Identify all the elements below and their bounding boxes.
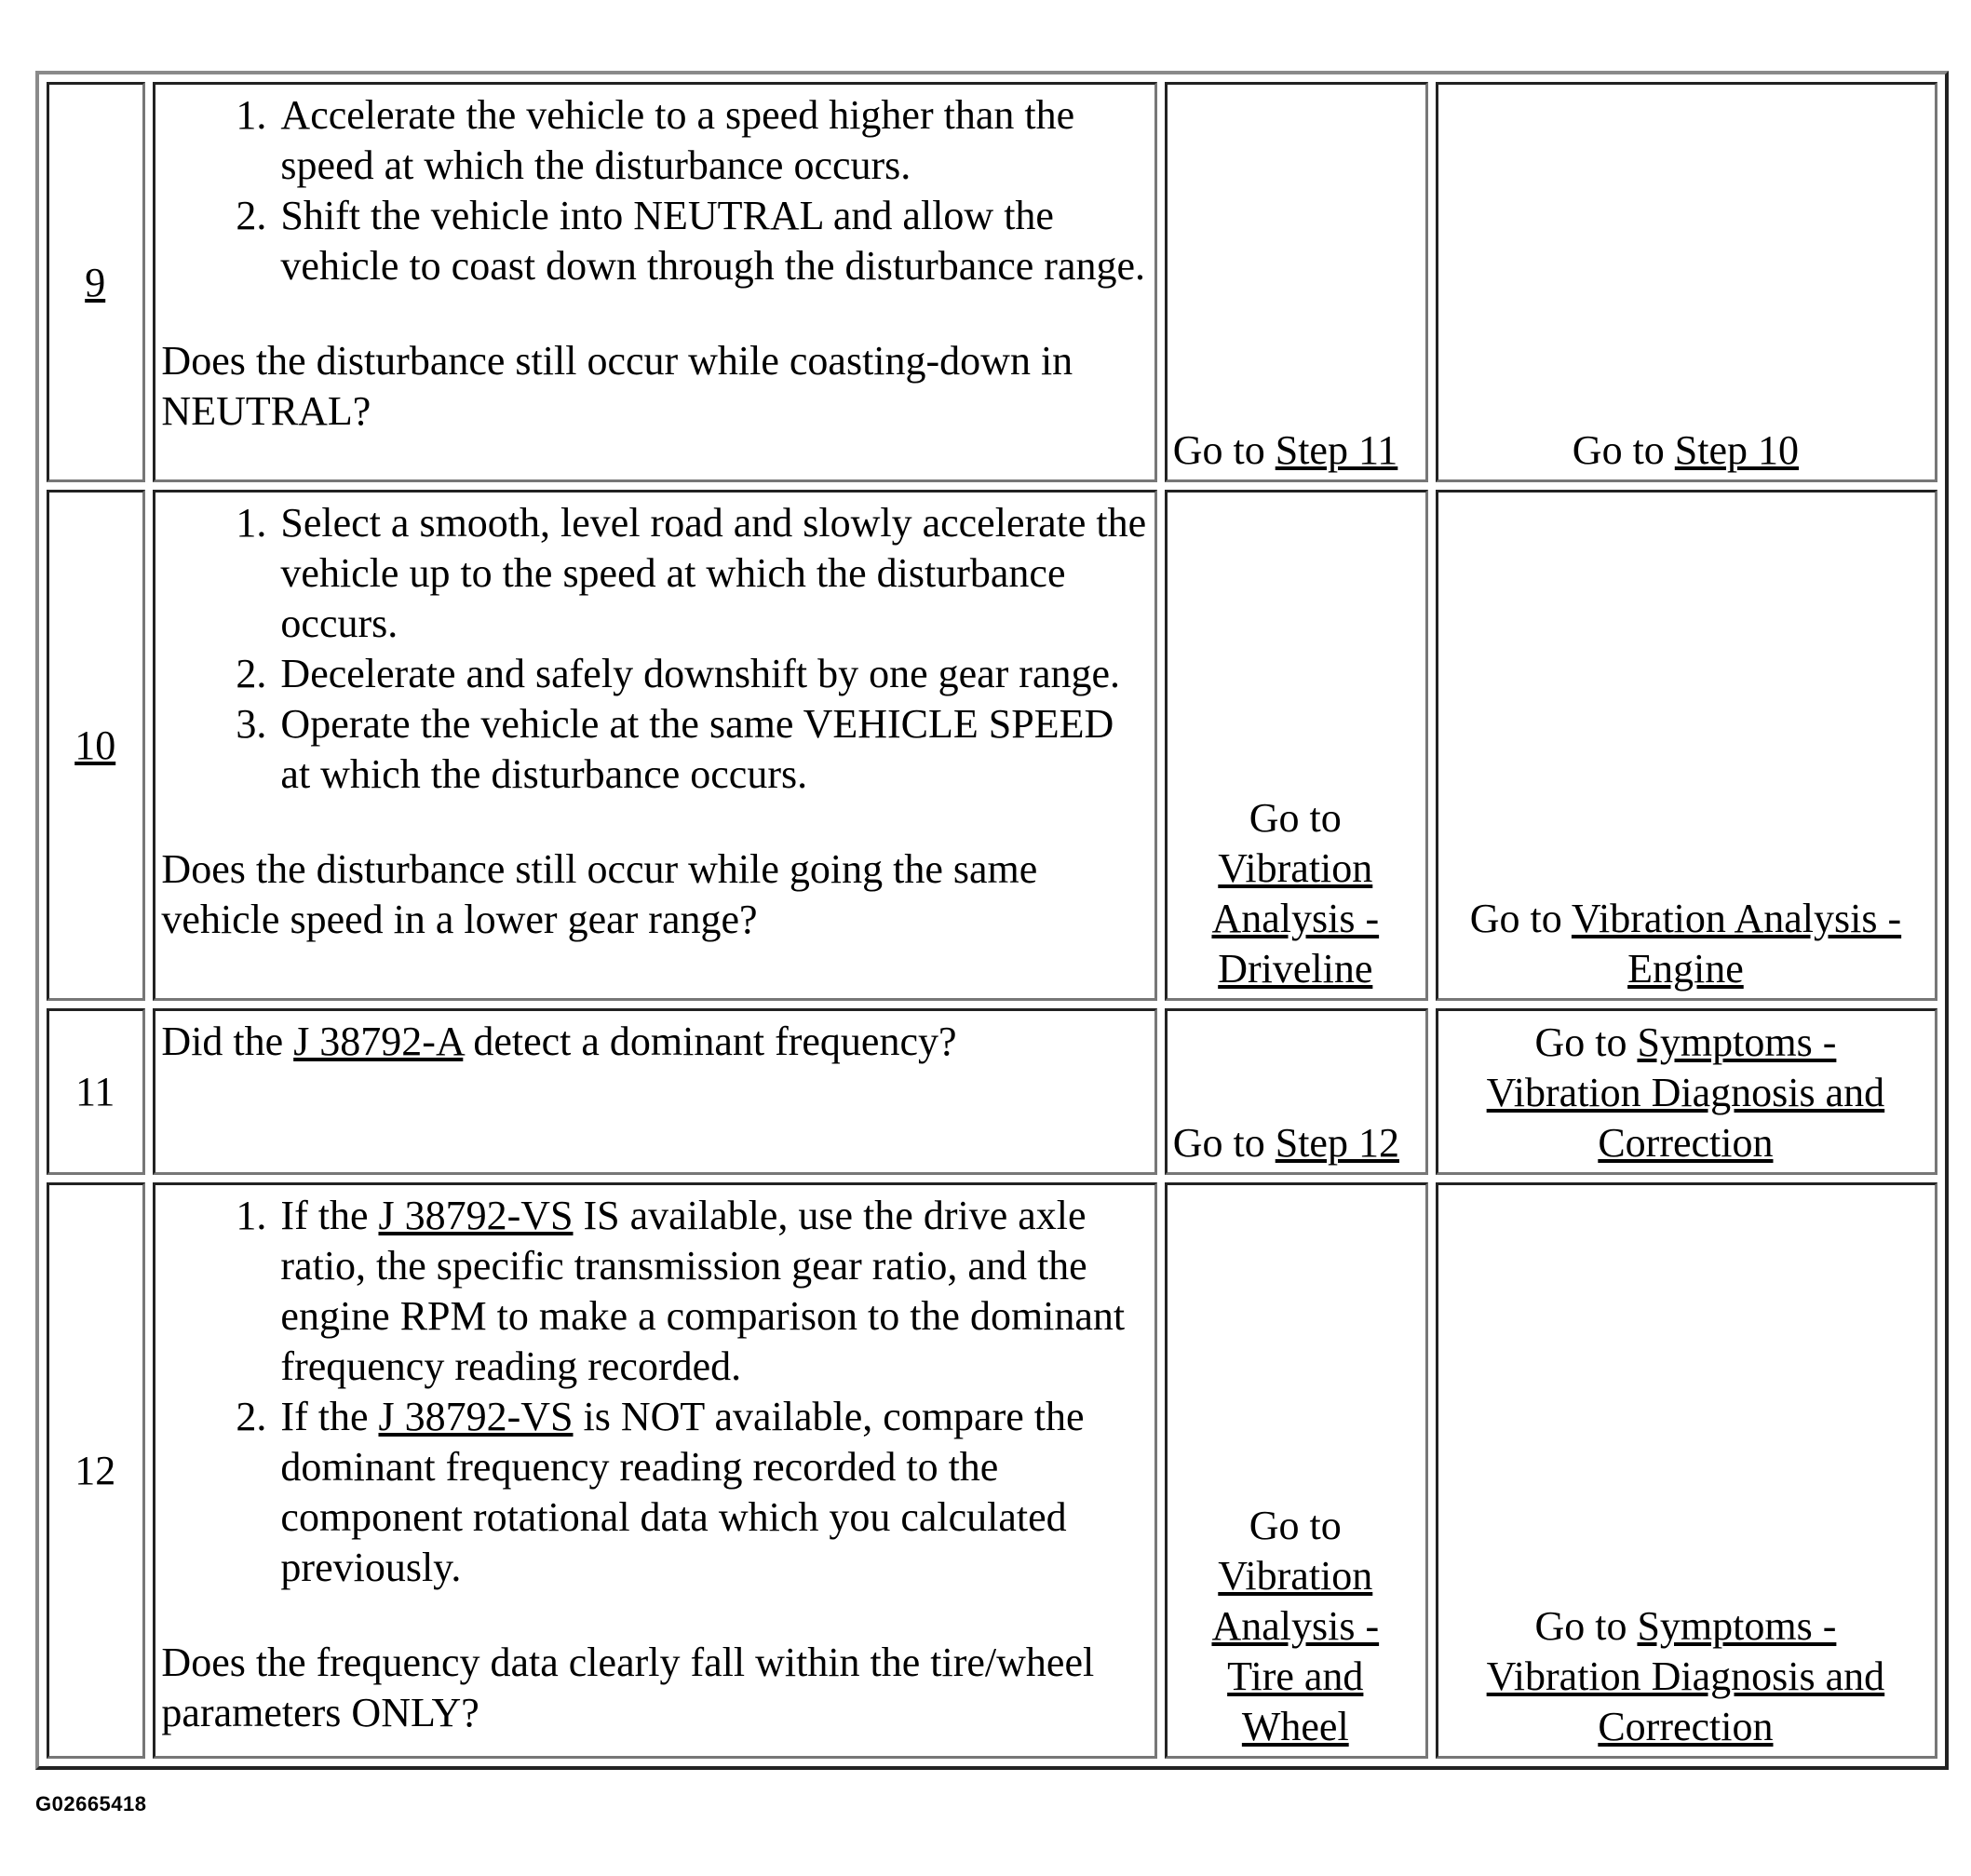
no-prefix: Go to <box>1534 1603 1638 1649</box>
action-cell <box>153 1008 1156 1175</box>
no-link-symptoms-vibration[interactable]: Correction <box>1598 1704 1774 1749</box>
action-item: 1. Select a smooth, level road and slowly accelerate the vehicle up to the speed at which the disturbance occurs. <box>277 498 1146 649</box>
action-cell <box>153 82 1156 482</box>
yes-link-vibration-analysis-tire-wheel[interactable]: Vibration <box>1218 1553 1373 1599</box>
step-question: Does the disturbance still occur while going the same vehicle speed in a lower gear range? <box>161 845 1038 942</box>
step-number-11: 11 <box>75 1069 115 1115</box>
yes-cell <box>1165 1008 1428 1175</box>
action-item: 3. Operate the vehicle at the same VEHICLE SPEED at which the disturbance occurs. <box>277 699 1146 800</box>
yes-prefix: Go to <box>1249 1503 1342 1548</box>
action-item <box>277 1392 1146 1593</box>
action-cell <box>153 1182 1156 1759</box>
action-item: 1. Accelerate the vehicle to a speed higher than the speed at which the disturbance occurs. <box>277 90 1146 191</box>
no-prefix: Go to <box>1534 1019 1638 1065</box>
no-cell <box>1436 1182 1937 1759</box>
yes-link-vibration-analysis-driveline[interactable]: Analysis - <box>1211 895 1380 941</box>
yes-cell <box>1165 82 1428 482</box>
yes-prefix: Go to <box>1172 426 1276 473</box>
step-question: Does the frequency data clearly fall within the tire/wheel parameters ONLY? <box>161 1639 1095 1735</box>
action-item: 2. Decelerate and safely downshift by one gear range. <box>277 649 1146 699</box>
action-list <box>161 1191 1146 1593</box>
figure-id: G02665418 <box>35 1792 147 1815</box>
yes-prefix: Go to <box>1249 794 1342 841</box>
diagnostic-table <box>35 71 1949 1770</box>
tool-link-j38792vs[interactable]: J 38792-VS <box>378 1393 574 1439</box>
yes-link-vibration-analysis-tire-wheel[interactable]: Analysis - <box>1211 1603 1380 1649</box>
action-list <box>161 90 1146 291</box>
no-prefix: Go to <box>1469 895 1572 941</box>
yes-link-step-12[interactable]: Step 12 <box>1275 1119 1399 1166</box>
step-number-cell <box>47 1182 145 1759</box>
action-cell <box>153 490 1156 1001</box>
no-prefix: Go to <box>1572 426 1675 473</box>
step-question: Does the disturbance still occur while coasting-down in NEUTRAL? <box>161 338 1073 434</box>
no-cell <box>1436 82 1937 482</box>
table-row-step-11 <box>47 1008 1937 1175</box>
action-prefix: If the <box>280 1393 379 1439</box>
table-row-step-9 <box>47 82 1937 482</box>
no-link-symptoms-vibration[interactable]: Vibration Diagnosis and <box>1486 1069 1885 1115</box>
step-number-cell <box>47 490 145 1001</box>
action-item <box>277 1191 1146 1392</box>
question-suffix: detect a dominant frequency? <box>463 1018 957 1064</box>
tool-link-j38792a[interactable]: J 38792-A <box>293 1018 464 1064</box>
step-number-cell <box>47 1008 145 1175</box>
yes-cell <box>1165 1182 1428 1759</box>
no-link-symptoms-vibration[interactable]: Symptoms - <box>1637 1603 1837 1649</box>
step-number-9[interactable]: 9 <box>85 259 106 305</box>
table-row-step-12 <box>47 1182 1937 1759</box>
no-link-symptoms-vibration[interactable]: Symptoms - <box>1637 1019 1837 1065</box>
no-link-vibration-analysis-engine[interactable]: Vibration Analysis - <box>1571 895 1902 941</box>
yes-link-vibration-analysis-driveline[interactable]: Driveline <box>1218 945 1373 992</box>
step-number-12: 12 <box>74 1448 116 1494</box>
yes-cell <box>1165 490 1428 1001</box>
no-link-symptoms-vibration[interactable]: Vibration Diagnosis and <box>1486 1653 1885 1699</box>
no-cell <box>1436 490 1937 1001</box>
yes-link-vibration-analysis-tire-wheel[interactable]: Tire and <box>1227 1653 1364 1699</box>
action-suffix: IS available, use the drive axle ratio, the specific transmission gear ratio, and the engine RPM to make a comparison to the dominant frequency reading recorded. <box>280 1192 1126 1389</box>
yes-prefix: Go to <box>1172 1119 1276 1166</box>
no-cell <box>1436 1008 1937 1175</box>
step-number-cell <box>47 82 145 482</box>
action-suffix: is NOT available, compare the dominant frequency reading recorded to the component rotational data which you calculated previously. <box>280 1393 1085 1590</box>
yes-link-step-11[interactable]: Step 11 <box>1275 426 1398 473</box>
action-list <box>161 498 1146 800</box>
table-row-step-10 <box>47 490 1937 1001</box>
no-link-symptoms-vibration[interactable]: Correction <box>1598 1119 1774 1166</box>
yes-link-vibration-analysis-driveline[interactable]: Vibration <box>1218 844 1373 891</box>
tool-link-j38792vs[interactable]: J 38792-VS <box>378 1192 574 1238</box>
action-item: 2. Shift the vehicle into NEUTRAL and allow the vehicle to coast down through the disturbance range. <box>277 191 1146 291</box>
yes-link-vibration-analysis-tire-wheel[interactable]: Wheel <box>1241 1704 1349 1749</box>
no-link-vibration-analysis-engine[interactable]: Engine <box>1627 945 1744 992</box>
action-prefix: If the <box>280 1192 379 1238</box>
question-prefix: Did the <box>161 1018 294 1064</box>
step-number-10[interactable]: 10 <box>74 722 116 769</box>
no-link-step-10[interactable]: Step 10 <box>1674 426 1800 473</box>
